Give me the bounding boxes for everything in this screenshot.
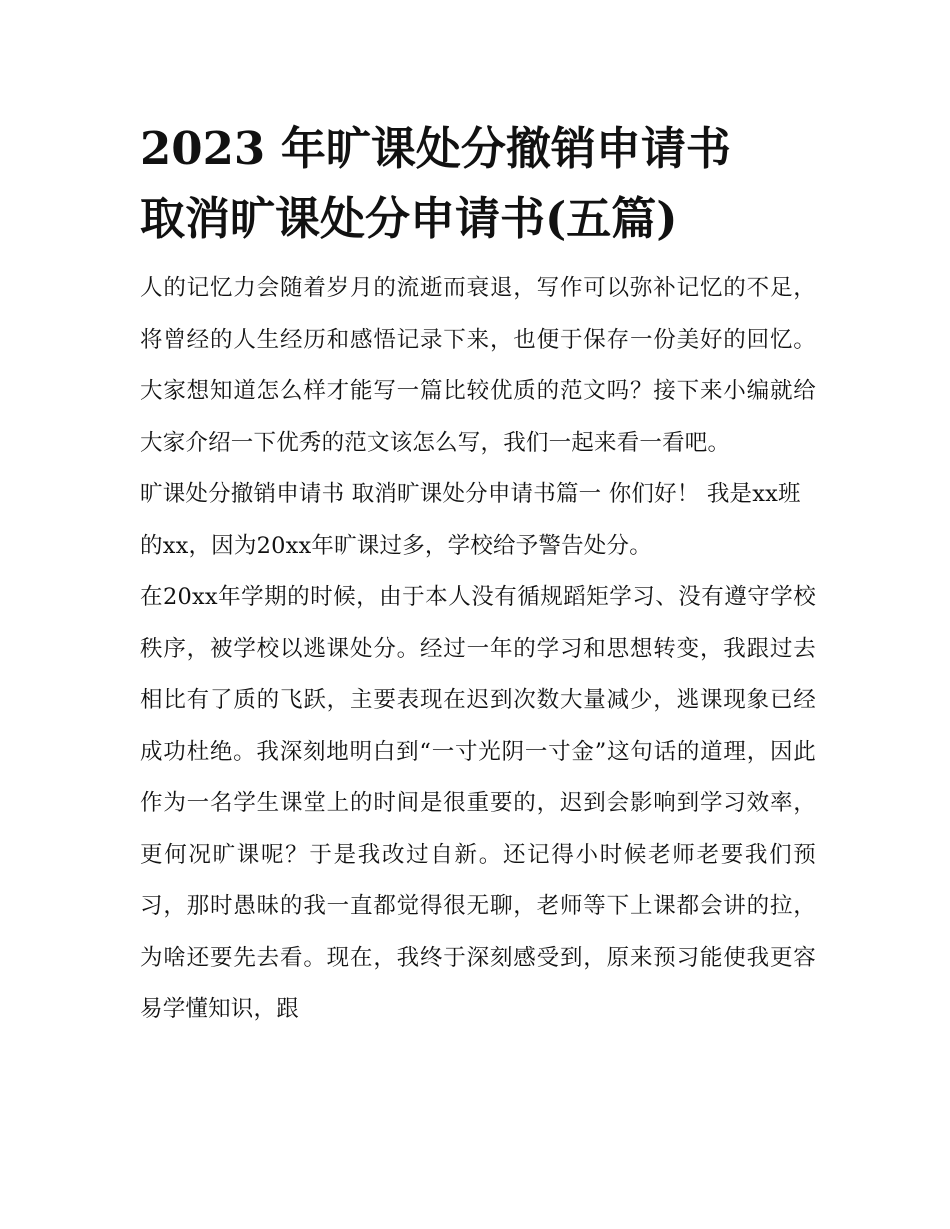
paragraph-letter-body: 在20xx年学期的时候，由于本人没有循规蹈矩学习、没有遵守学校秩序，被学校以逃课处分。经过一年的学习和思想转变，我跟过去相比有了质的飞跃，主要表现在迟到次数大量减少，逃课现象已经成功杜绝。我深刻地明白到“一寸光阴一寸金”这句话的道理，因此作为一名学生课堂上的时间是很重要的，迟到会影响到学习效率，更何况旷课呢？于是我改过自新。还记得小时候老师老要我们预习，那时愚昧的我一直都觉得很无聊，老师等下上课都会讲的拉，为啥还要先去看。现在，我终于深刻感受到，原来预习能使我更容易学懂知识，跟 (140, 584, 816, 1022)
document-body (140, 263, 816, 1036)
title-text: 年旷课处分撤销申请书 (265, 122, 731, 175)
document-title-line-1 (140, 118, 816, 180)
paragraph-letter-opening: 旷课处分撤销申请书 取消旷课处分申请书篇一 你们好！ 我是xx班的xx，因为20xx年旷课过多，学校给予警告处分。 (140, 481, 801, 559)
paragraph-intro: 人的记忆力会随着岁月的流逝而衰退，写作可以弥补记忆的不足，将曾经的人生经历和感悟记录下来，也便于保存一份美好的回忆。大家想知道怎么样才能写一篇比较优质的范文吗？接下来小编就给大家介绍一下优秀的范文该怎么写，我们一起来看一看吧。 (140, 275, 816, 456)
document-content (140, 118, 816, 1036)
title-year: 2023 (140, 122, 266, 175)
document-title-line-2: 取消旷课处分申请书(五篇) (140, 192, 678, 245)
